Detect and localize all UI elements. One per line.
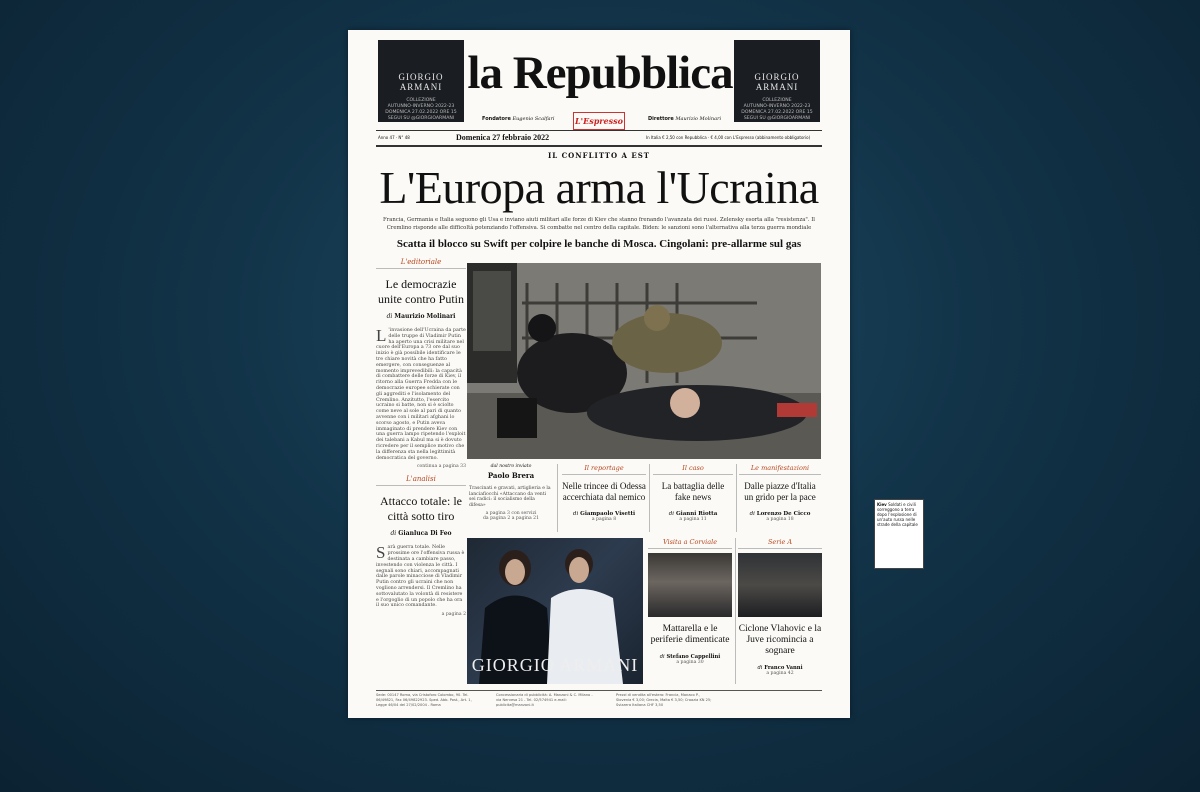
analysis-body bbox=[376, 545, 466, 609]
main-headline[interactable]: L'Europa arma l'Ucraina bbox=[379, 162, 819, 213]
article-title: Dalle piazze d'Italia un grido per la pace bbox=[744, 481, 816, 502]
left-column bbox=[376, 258, 466, 617]
analysis-dropcap: S bbox=[376, 543, 386, 563]
byline-prefix: di bbox=[757, 665, 763, 671]
news-box[interactable] bbox=[738, 538, 822, 676]
column-divider bbox=[735, 538, 736, 684]
inviato-text: Trascinati e gravati, artiglieria e la lanciafiocchi «Attaccano da venti sei radici: il socialismo della difesa» bbox=[469, 486, 551, 508]
box-author: Franco Vanni bbox=[764, 665, 803, 671]
ad-brand: GIORGIO ARMANI bbox=[471, 655, 639, 675]
war-scene-illustration bbox=[467, 263, 821, 459]
inviato-page: a pagina 3 con servizi bbox=[485, 511, 537, 517]
caption-title: Kiev bbox=[877, 502, 887, 507]
mid-article[interactable] bbox=[562, 464, 646, 522]
article-label: Il reportage bbox=[562, 464, 646, 475]
analysis-text: arà guerra totale. Nelle prossime ore l'offensiva russa è destinata a cambiare passo, investendo con violenza le città. I segnali sono chiari, accompagnati dalle parole minacciose di Vladimir Putin contro gli ucraini che non vogliono arrendersi. Il Cremlino ha sottovalutato la volontà di resistere e l'orgoglio di un popolo che ha ora il suo unico comandante. bbox=[376, 545, 465, 609]
article-label: Il caso bbox=[653, 464, 733, 475]
ad-line: COLLEZIONE bbox=[762, 98, 792, 103]
director-label: Direttore bbox=[648, 116, 674, 122]
ad-line: DOMENICA 27.02.2022 ORE 15 bbox=[741, 110, 813, 115]
editorial-body bbox=[376, 328, 466, 461]
caption-text: Soldati e civili sorreggono a terra dopo l'esplosione di un'auto russa nelle strade della capitale bbox=[877, 502, 918, 527]
box-page: a pagina 30 bbox=[676, 660, 704, 665]
article-title: La battaglia delle fake news bbox=[661, 481, 725, 502]
ad-line: AUTUNNO-INVERNO 2022-23 bbox=[387, 104, 455, 109]
issue-number: Anno 47 · N° 48 bbox=[378, 135, 410, 140]
analysis-byline bbox=[376, 530, 466, 537]
byline-prefix: di bbox=[668, 511, 675, 517]
article-label: Le manifestazioni bbox=[739, 464, 821, 475]
editorial-dropcap: L bbox=[376, 326, 387, 345]
byline-prefix: di bbox=[659, 654, 665, 660]
ad-line: SEGUI SU @GIORGIOARMANI bbox=[743, 116, 811, 121]
news-box[interactable] bbox=[648, 538, 732, 665]
section-kicker: IL CONFLITTO A EST bbox=[547, 151, 651, 160]
reportage-inviato[interactable] bbox=[469, 464, 553, 521]
inviato-author: Paolo Brera bbox=[487, 471, 535, 480]
director-name: Maurizio Molinari bbox=[675, 116, 722, 122]
box-title: Ciclone Vlahovic e la Juve ricomincia a sognare bbox=[738, 624, 822, 656]
byline-prefix: di bbox=[386, 313, 393, 320]
inviato-page: da pagina 2 a pagina 21 bbox=[482, 516, 540, 522]
inviato-label: dal nostro inviato bbox=[490, 464, 532, 469]
armani-ad-image[interactable] bbox=[467, 538, 643, 684]
newspaper-front-page bbox=[348, 30, 918, 718]
footer-text: Concessionaria di pubblicità: A. Manzoni & C. Milano - via Nervesa 21 - Tel. 02/574941 e-mail: publicita@manzoni.it bbox=[496, 693, 593, 707]
ad-line: COLLEZIONE bbox=[406, 98, 436, 103]
article-page: a pagina 18 bbox=[766, 517, 794, 522]
footer-text: Sede: 00147 Roma, via Cristoforo Colombo, 90. Tel. 06/49821, Fax 06/49822923. Sped. Abb. Post., Art. 1, Legge 46/04 del 27/02/2004 - Roma bbox=[376, 693, 472, 707]
article-page: a pagina 8 bbox=[591, 517, 617, 522]
headline-summary: Francia, Germania e Italia seguono gli Usa e inviano aiuti militari alle forze di Kiev che stanno frenando l'avanzata dei russi. Zelensky esorta alla "resistenza". Il Cremlino risponde alle difficoltà potenziando l'offensiva. Si combatte nel centro della capitale. Biden: le sanzioni sono l'alternativa alla terza guerra mondiale bbox=[383, 217, 815, 231]
box-author: Stefano Cappellini bbox=[666, 654, 721, 660]
page-footer bbox=[376, 690, 822, 707]
founder-label: Fondatore bbox=[482, 116, 511, 122]
analysis-author: Gianluca Di Feo bbox=[398, 530, 452, 538]
box-photo bbox=[648, 553, 732, 617]
footer-text: Prezzi di vendita all'estero: Francia, Monaco P., Slovenia € 3,00; Grecia, Malta € 3,50; Croazia KN 25; Svizzera Italiana CHF 3,50 bbox=[616, 693, 712, 707]
article-author: Lorenzo De Cicco bbox=[756, 511, 811, 517]
ad-brand: GIORGIO ARMANI bbox=[398, 72, 444, 92]
ad-line: SEGUI SU @GIORGIOARMANI bbox=[387, 116, 455, 121]
price-info: In Italia € 2,50 con Repubblica · € 4,00 con L'Espresso (abbinamento obbligatorio) bbox=[646, 135, 811, 140]
editorial-continue[interactable]: continua a pagina 33 bbox=[416, 464, 466, 470]
director-line bbox=[648, 116, 721, 122]
photo-caption bbox=[874, 499, 924, 569]
article-author: Gianni Riotta bbox=[675, 511, 718, 517]
armani-ad-right[interactable] bbox=[734, 40, 820, 122]
ad-line: AUTUNNO-INVERNO 2022-23 bbox=[743, 104, 811, 109]
founder-name: Eugenio Scalfari bbox=[512, 116, 555, 122]
analysis-continue[interactable]: a pagina 2 bbox=[441, 612, 466, 618]
ad-line: DOMENICA 27.02.2022 ORE 15 bbox=[385, 110, 457, 115]
mid-article[interactable] bbox=[653, 464, 733, 522]
box-label: Visita a Corviale bbox=[648, 538, 732, 549]
box-photo bbox=[738, 553, 822, 617]
article-title: Nelle trincee di Odessa accerchiata dal nemico bbox=[562, 481, 646, 502]
dateline-bar bbox=[376, 130, 822, 147]
founder-line bbox=[482, 116, 555, 122]
armani-ad-left[interactable] bbox=[378, 40, 464, 122]
byline-prefix: di bbox=[749, 511, 755, 517]
article-page: a pagina 11 bbox=[679, 517, 707, 522]
editorial-byline bbox=[376, 313, 466, 320]
article-author: Giampaolo Visetti bbox=[580, 511, 636, 517]
box-label: Serie A bbox=[738, 538, 822, 549]
column-divider bbox=[736, 464, 737, 532]
subheadline[interactable]: Scatta il blocco su Swift per colpire le banche di Mosca. Cingolani: pre-allarme sul gas bbox=[396, 238, 802, 250]
byline-prefix: di bbox=[390, 530, 397, 538]
editorial-text: 'invasione dell'Ucraina da parte delle truppe di Vladimir Putin ha aperto una crisi militare nel cuore dell'Europa a 73 ore dal suo inizio è già possibile identificare le tre chiare novità che ha fatto emergere, con conseguenze al momento imprevedibili: la capacità di combattere delle forze di Kiev, il ritorno alla Guerra Fredda con le democrazie europee schierate con gli aggrediti e l'isolamento del Cremlino. Anzitutto, l'esercito ucraino si batte, non si è sciolto come neve al sole al pari di quanto avvenne con i militari afghani lo scorso agosto, e Putin aveva immaginato di prendere Kiev con una guerra lampo ripetendo l'exploit dei talebani a Kabul ma si è dovuto ricredere per il semplice motivo che la differenza sta nella legittimità democratica del governo. bbox=[376, 328, 466, 461]
byline-prefix: di bbox=[572, 511, 579, 517]
analysis-title[interactable]: Attacco totale: le città sotto tiro bbox=[380, 494, 462, 524]
masthead-logo: la Repubblica bbox=[467, 47, 733, 99]
editorial-author: Maurizio Molinari bbox=[394, 313, 456, 320]
column-divider bbox=[557, 464, 558, 532]
analysis-label: L'analisi bbox=[376, 475, 466, 486]
box-title: Mattarella e le periferie dimenticate bbox=[650, 624, 730, 645]
column-divider bbox=[649, 464, 650, 532]
espresso-logo: L'Espresso bbox=[573, 112, 625, 130]
ad-brand: GIORGIO ARMANI bbox=[754, 72, 800, 92]
editorial-label: L'editoriale bbox=[376, 258, 466, 269]
editorial-title[interactable]: Le democrazie unite contro Putin bbox=[378, 277, 464, 306]
mid-article[interactable] bbox=[739, 464, 821, 522]
issue-date: Domenica 27 febbraio 2022 bbox=[456, 133, 550, 142]
box-page: a pagina 42 bbox=[766, 671, 794, 676]
